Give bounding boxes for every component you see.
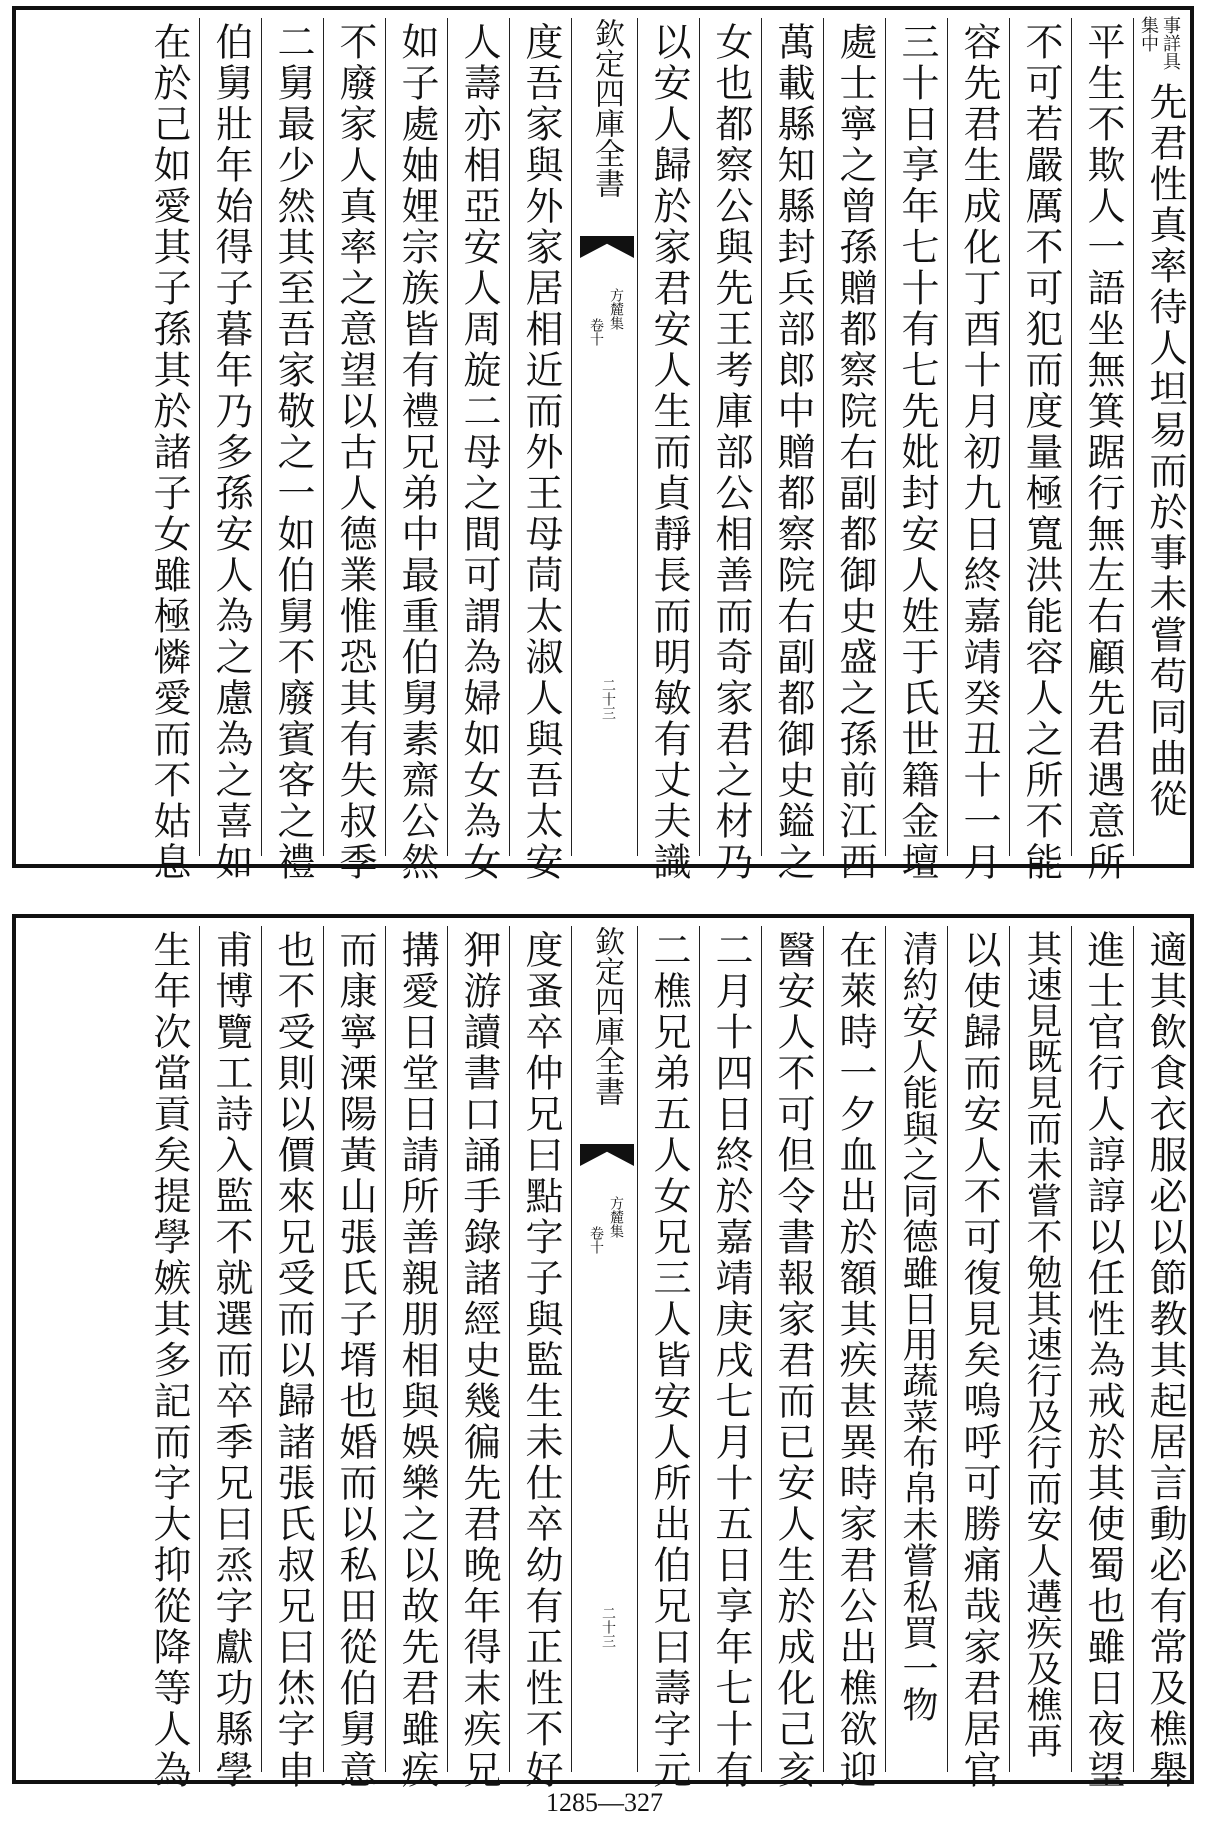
column-rule <box>261 926 262 1772</box>
column-rule <box>1133 18 1134 856</box>
column-rule <box>1133 926 1134 1772</box>
column-rule <box>571 926 572 1772</box>
column-text: 不可若嚴厲不可犯而度量極寬洪能容人之所不能 <box>1019 22 1063 883</box>
column-rule <box>385 926 386 1772</box>
column-rule <box>571 18 572 856</box>
center-title: 欽定四庫全書 <box>589 18 624 198</box>
column-rule <box>885 18 886 856</box>
column-rule <box>947 926 948 1772</box>
center-title: 欽定四庫全書 <box>589 926 624 1106</box>
column-text: 甫博覽工詩入監不就選而卒季兄曰烝字獻功縣學 <box>209 930 253 1791</box>
column-rule <box>199 18 200 856</box>
column-text: 生年次當貢矣提學嫉其多記而字大抑從降等人為 <box>147 930 191 1791</box>
column-rule <box>447 926 448 1772</box>
volume-label: 卷十 <box>588 318 604 346</box>
small-note-line: 集中 <box>1138 16 1159 52</box>
fish-tail-mark <box>580 1144 634 1166</box>
top-page <box>12 6 1194 883</box>
column-text: 適其飲食衣服必以節教其起居言動必有常及樵舉 <box>1143 930 1187 1791</box>
book-title: 方麓集 <box>608 288 624 330</box>
volume-label: 卷十 <box>588 1226 604 1254</box>
column-text: 清約安人能與之同德雖日用蔬菜布帛未嘗私買一物 <box>897 930 938 1722</box>
page-number: 1285—327 <box>546 1788 663 1817</box>
column-text: 萬載縣知縣封兵部郎中贈都察院右副都御史鎰之 <box>771 22 815 883</box>
center-fold <box>578 926 636 1772</box>
column-rule <box>1009 926 1010 1772</box>
column-rule <box>323 926 324 1772</box>
center-fold <box>578 18 636 856</box>
column-text: 容先君生成化丁酉十月初九日終嘉靖癸丑十一月 <box>957 22 1001 883</box>
column-rule <box>761 18 762 856</box>
column-rule <box>1071 926 1072 1772</box>
column-text: 三十日享年七十有七先妣封安人姓于氏世籍金壇 <box>895 22 939 883</box>
column-text: 平生不欺人一語坐無箕踞行無左右顧先君遇意所 <box>1081 22 1125 883</box>
small-note-line: 事詳具 <box>1160 16 1181 70</box>
column-text: 也不受則以價來兄受而以歸諸張氏叔兄曰烋字申 <box>271 930 315 1791</box>
column-rule <box>761 926 762 1772</box>
column-text: 二月十四日終於嘉靖庚戌七月十五日享年七十有 <box>709 930 753 1791</box>
column-text: 二樵兄弟五人女兄三人皆安人所出伯兄曰壽字元 <box>647 930 691 1791</box>
column-rule <box>261 18 262 856</box>
column-rule <box>699 18 700 856</box>
column-text: 以安人歸於家君安人生而貞靜長而明敏有丈夫識 <box>647 22 691 883</box>
column-text: 伯舅壯年始得子暮年乃多孫安人為之慮為之喜如 <box>209 22 253 883</box>
column-text: 而康寧溧陽黃山張氏子壻也婚而以私田從伯舅意 <box>333 930 377 1791</box>
fish-tail-mark <box>580 236 634 258</box>
column-text: 不廢家人真率之意望以古人德業惟恐其有失叔季 <box>333 22 377 883</box>
column-rule <box>823 926 824 1772</box>
column-rule <box>1009 18 1010 856</box>
column-rule <box>947 18 948 856</box>
column-rule <box>509 18 510 856</box>
column-rule <box>637 926 638 1772</box>
book-title: 方麓集 <box>608 1196 624 1238</box>
leaf-number: 二十三 <box>600 1606 616 1648</box>
column-text: 先君性真率待人坦易而於事未嘗苟同曲從 <box>1143 82 1187 820</box>
column-text: 醫安人不可但令書報家君而已安人生於成化己亥 <box>771 930 815 1791</box>
column-text: 人壽亦相亞安人周旋二母之間可謂為婦如女為女 <box>457 22 501 883</box>
column-text: 度蚤卒仲兄曰點字子與監生未仕卒幼有正性不好 <box>519 930 563 1791</box>
column-rule <box>447 18 448 856</box>
column-text: 二舅最少然其至吾家敬之一如伯舅不廢賓客之禮 <box>271 22 315 883</box>
text-column <box>1138 16 1188 856</box>
column-rule <box>385 18 386 856</box>
column-text: 女也都察公與先王考庫部公相善而奇家君之材乃 <box>709 22 753 883</box>
column-rule <box>823 18 824 856</box>
column-rule <box>509 926 510 1772</box>
leaf-number: 二十三 <box>600 678 616 720</box>
column-text: 處士寧之曾孫贈都察院右副都御史盛之孫前江西 <box>833 22 877 883</box>
column-rule <box>637 18 638 856</box>
column-rule <box>1071 18 1072 856</box>
column-rule <box>323 18 324 856</box>
column-text: 其速見既見而未嘗不勉其速行及行而安人遘疾及樵再 <box>1021 930 1062 1758</box>
column-text: 以使歸而安人不可復見矣嗚呼可勝痛哉家君居官 <box>957 930 1001 1791</box>
column-rule <box>199 926 200 1772</box>
column-text: 如子處妯娌宗族皆有禮兄弟中最重伯舅素齋公然 <box>395 22 439 883</box>
column-text: 進士官行人諄諄以任性為戒於其使蜀也雖日夜望 <box>1081 930 1125 1791</box>
column-text: 在於己如愛其子孫其於諸子女雖極憐愛而不姑息 <box>147 22 191 883</box>
column-text: 在萊時一夕血出於額其疾甚異時家君公出樵欲迎 <box>833 930 877 1791</box>
bottom-page <box>12 914 1194 1791</box>
column-rule <box>699 926 700 1772</box>
column-rule <box>885 926 886 1772</box>
column-text: 搆愛日堂日請所善親朋相與娛樂之以故先君雖疾 <box>395 930 439 1791</box>
column-text: 度吾家與外家居相近而外王母茼太淑人與吾太安 <box>519 22 563 883</box>
column-text: 狎游讀書口誦手錄諸經史幾徧先君晚年得末疾兄 <box>457 930 501 1791</box>
